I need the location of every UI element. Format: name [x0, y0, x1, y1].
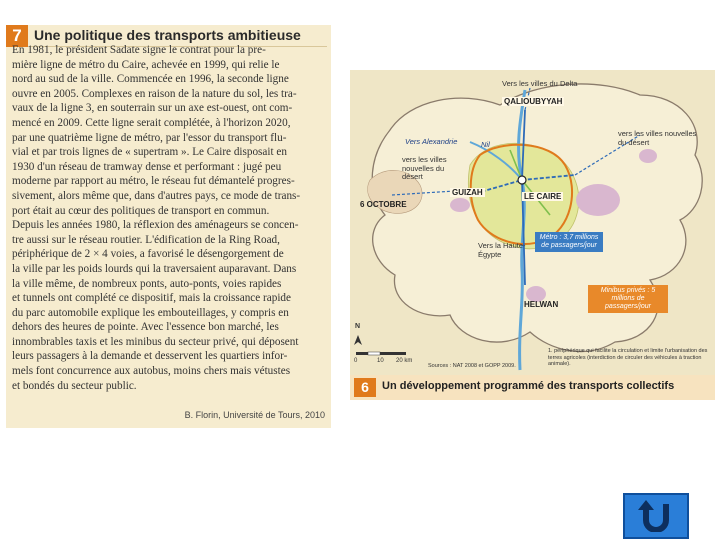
document-source: B. Florin, Université de Tours, 2010	[184, 410, 325, 420]
label-guizah: GUIZAH	[452, 188, 483, 197]
scale-label-0: 0	[354, 358, 358, 364]
text-line: et bondés du secteur public.	[12, 379, 137, 392]
district-patch	[639, 149, 657, 163]
text-line: 1930 d'un réseau de tramway dense et performant : jugé peu	[12, 160, 282, 173]
text-line: du parc automobile explique les embouteillages, y compris en	[12, 306, 289, 319]
text-line: vial et par trois lignes de « supertram ». Le Caire disposait en	[12, 146, 287, 159]
cairo-centre-marker	[518, 176, 526, 184]
figure-caption-bar	[350, 375, 715, 400]
document-7	[6, 25, 331, 428]
text-line: moderne par rapport au métro, le réseau fut démantelé progres-	[12, 175, 295, 188]
label-delta: Vers les villes du Delta	[502, 79, 578, 88]
text-line: mels font concurrence aux autobus, moins chers mais vétustes	[12, 365, 291, 378]
metro-callout: Métro : 3,7 millions de passagers/jour	[535, 232, 603, 252]
map-sources: Sources : NAT 2008 et GOPP 2009.	[428, 363, 516, 369]
text-line: par une quatrième ligne de métro, par l'essor du transport flu-	[12, 131, 287, 144]
text-line: ouvre en 2005. Complexes en raison de la nature du sol, les tra-	[12, 87, 297, 100]
text-line: périphérique de 2 × 4 voies, a favorisé le désengorgement de	[12, 248, 284, 261]
scale-bar	[356, 352, 406, 355]
text-line: sivement, alors même que, dans d'autres pays, ce mode de trans-	[12, 189, 301, 202]
text-line: mencé en 2009. Cette ligne serait complétée, à l'horizon 2020,	[12, 116, 291, 129]
text-line: dehors des heures de pointe. Avec l'essence bon marché, les	[12, 321, 279, 334]
district-patch	[450, 198, 470, 212]
document-number: 7	[6, 25, 28, 47]
scale-label-20: 20 km	[396, 358, 413, 364]
label-le-caire: LE CAIRE	[524, 192, 562, 201]
district-patch	[576, 184, 620, 216]
scale-label-10: 10	[377, 358, 384, 364]
u-turn-arrow-icon	[638, 500, 674, 532]
return-button[interactable]	[623, 493, 689, 539]
label-haute-egypte: Vers la Haute-Égypte	[478, 241, 526, 259]
text-line: port était au cœur des politiques de transport en commun.	[12, 204, 270, 217]
text-line: nord au sud de la ville. Commencée en 1996, la seconde ligne	[12, 73, 289, 86]
figure-caption: Un développement programmé des transports collectifs	[382, 380, 675, 392]
document-body	[12, 43, 326, 393]
text-line: mière ligne de métro du Caire, achevée en 1999, qui relie le	[12, 58, 280, 71]
north-arrow	[354, 335, 362, 345]
text-line: innombrables taxis et les minibus du secteur privé, qui déposent	[12, 335, 299, 348]
label-qalioubyyah: QALIOUBYYAH	[504, 97, 563, 106]
text-line: et tunnels ont complété ce dispositif, mais la croissance rapide	[12, 292, 291, 305]
figure-6	[350, 70, 715, 400]
text-line: leurs passagers à la demande et desservent les quartiers infor-	[12, 350, 288, 363]
label-alexandrie: Vers Alexandrie	[405, 137, 458, 146]
document-title: Une politique des transports ambitieuse	[34, 27, 301, 43]
minibus-callout: Minibus privés : 5 millions de passagers/jour	[588, 285, 668, 313]
map	[350, 70, 715, 375]
text-line: la ville même, de nombreux ponts, auto-ponts, voies rapides	[12, 277, 282, 290]
text-line: vaux de la ligne 3, en souterrain sur un axe est-ouest, ont com-	[12, 102, 293, 115]
map-graphics	[350, 70, 715, 375]
label-desert-west: vers les villes nouvelles du désert	[402, 155, 447, 181]
text-line: En 1981, le président Sadate signe le contrat pour la pre-	[12, 44, 266, 56]
label-nile: Nil	[481, 140, 490, 149]
label-helwan: HELWAN	[524, 300, 559, 309]
figure-number: 6	[354, 378, 376, 397]
text-line: Depuis les années 1980, la réflexion des aménageurs se concen-	[12, 219, 299, 232]
label-desert-east: vers les villes nouvelles du désert	[618, 129, 697, 147]
scale-bar-segment	[368, 352, 380, 355]
text-line: tre aussi sur le réseau routier. L'édification de la Ring Road,	[12, 233, 280, 246]
north-label: N	[355, 323, 361, 330]
ring-road-note: 1. périphérique qui facilite la circulation et limite l'urbanisation des terres agricoles (interdiction de circuler des véhicules à traction animale).	[548, 348, 708, 367]
label-six-octobre: 6 OCTOBRE	[360, 200, 407, 209]
text-line: la ville par les poids lourds qui la traversaient auparavant. Dans	[12, 262, 297, 275]
